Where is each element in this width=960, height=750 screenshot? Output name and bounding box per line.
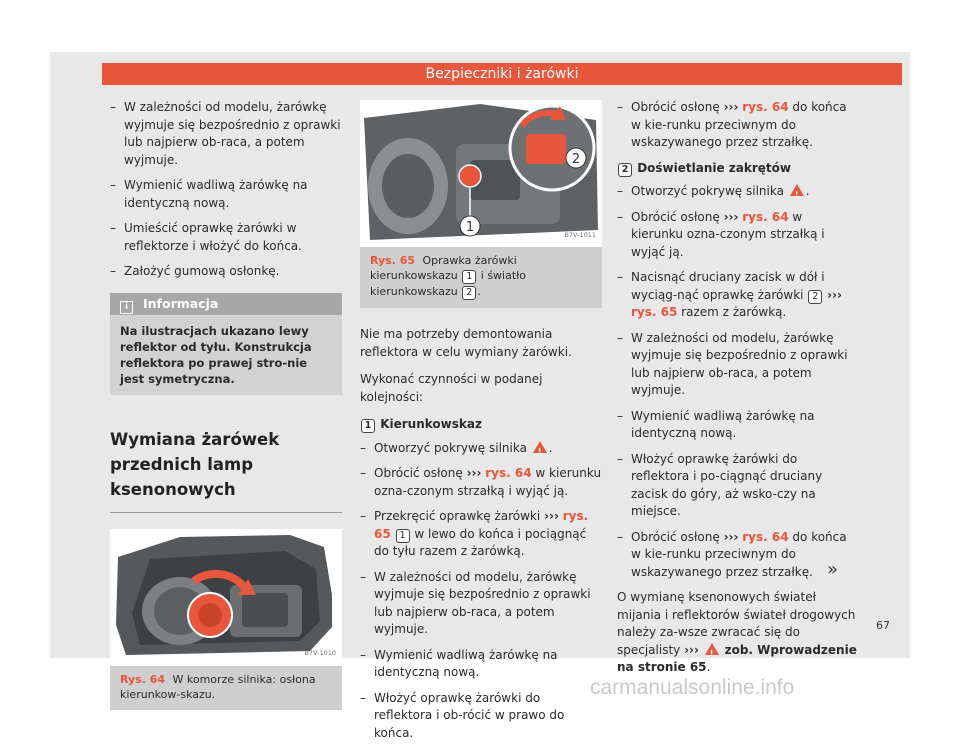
list-text: Obrócić osłonę [374,466,463,480]
list-item: – Umieścić oprawkę żarówki w reflektorze i włożyć do końca. [110,220,342,255]
list-text: Obrócić osłonę [631,529,720,544]
list-text: Nacisnąć druciany zacisk w dół i wyciąg-nąć oprawkę żarówki [631,270,825,302]
order-text: Wykonać czynności w podanej kolejności: [360,372,543,404]
closing-text: O wymianę ksenonowych świateł mijania i reflektorów świateł drogowych należy za-wsze zwracać się do specjalisty [617,590,856,657]
ref-arrow: ››› [466,466,482,480]
engine-bay-photo [110,529,342,666]
figure-link[interactable]: rys. 65 [374,509,589,541]
figure-65 [360,100,602,308]
list-text: w kierunku ozna-czonym strzałką i wyjąć ją. [631,209,825,259]
callout-number: 2 [808,290,822,304]
info-box [110,293,342,395]
page-number: 67 [876,619,890,632]
page-header: Bezpieczniki i żarówki [102,63,902,85]
list-text: w kierunku ozna-czonym strzałką i wyjąć ją. [374,466,602,498]
list-item: – Otworzyć pokrywę silnika ! . [360,440,602,458]
figure-link[interactable]: rys. 65 [631,305,678,319]
caption-text: Oprawka żarówki kierunkowskazu [370,254,517,282]
list-item [617,529,857,582]
step-title-text: Doświetlanie zakrętów [637,160,791,175]
info-text: Na ilustracjach ukazano lewy reflektor od tyłu. Konstrukcja reflektora po prawej stro-nie jest symetryczna. [120,323,312,386]
intro-link[interactable]: zob. Wprowadzenie na stronie 65 [617,642,857,674]
figure-code: B7V-1010 [304,649,336,657]
intro-text: Nie ma potrzeby demontowania reflektora w celu wymiany żarówki. [360,327,572,359]
svg-text:1: 1 [465,220,475,235]
callout-number: 1 [396,529,410,543]
figure-link[interactable]: rys. 64 [742,100,789,114]
step-number: 2 [618,163,632,177]
info-title: Informacja [143,295,219,311]
figure-caption [110,666,342,710]
column-1 [110,99,342,710]
caption-text: . [477,285,481,298]
ref-arrow: ››› [827,287,842,302]
list-text: Przekręcić oprawkę żarówki [374,509,541,523]
list-text: do końca w kie-runku przeciwnym do wskazywanego przez strzałkę. [631,100,847,149]
ref-arrow: ››› [723,100,739,114]
ref-arrow: ››› [723,209,739,224]
list-text: razem z żarówką. [681,305,787,319]
list-item [617,209,857,262]
figure-label: Rys. 65 [370,254,416,267]
info-icon: i [120,301,133,314]
closing-paragraph [617,589,857,677]
list-item [360,508,602,561]
instruction-list [617,183,857,581]
step-number: 1 [361,419,375,433]
list-item: – W zależności od modelu, żarówkę wyjmuje się bezpośrednio z oprawki lub najpierw ob-raca, a potem wyjmuje. [360,569,602,639]
info-box-header [110,293,342,315]
list-item: – Wymienić wadliwą żarówkę na identyczną nową. [617,408,857,443]
figure-link[interactable]: rys. 64 [742,529,789,544]
list-item [617,99,857,152]
figure-label: Rys. 64 [120,672,166,686]
ref-arrow: ››› [684,642,699,657]
caption-text: i światło kierunkowskazu [370,269,527,298]
list-text: Obrócić osłonę [631,209,720,224]
list-item: – W zależności od modelu, żarówkę wyjmuje się bezpośrednio z oprawki lub najpierw ob-raca, a potem wyjmuje. [110,99,342,169]
warning-icon: ! [705,643,719,655]
figure-link[interactable]: rys. 64 [742,209,789,224]
section-title: Wymiana żarówek przednich lamp ksenonowych [110,427,342,513]
instruction-list [110,99,342,281]
figure-link[interactable]: rys. 64 [485,466,532,480]
instruction-list [617,99,857,152]
column-2 [360,100,602,750]
headlight-illustration [360,100,602,247]
next-page-marker: » [827,559,839,580]
figure-code: B7V-1011 [564,230,596,239]
list-item [617,269,857,322]
step-2-title [617,160,857,178]
callout-number: 1 [462,270,476,284]
watermark: carmanualsonline.info [590,676,795,699]
list-item: – Otworzyć pokrywę silnika ! . [617,183,857,201]
list-item: – W zależności od modelu, żarówkę wyjmuje się bezpośrednio z oprawki lub najpierw ob-raca, a potem wyjmuje. [617,330,857,400]
column-3 [617,99,857,687]
headlight-photo [360,100,602,247]
closing-text: . [706,660,711,674]
list-item [360,465,602,500]
list-item: – Wymienić wadliwą żarówkę na identyczną nową. [110,177,342,212]
list-item: – Założyć gumową osłonkę. [110,263,342,281]
list-item: – Wymienić wadliwą żarówkę na identyczną nową. [360,647,602,682]
step-1-title [360,416,602,434]
caption-text: W komorze silnika: osłona kierunkow-skazu. [120,672,316,701]
list-text: Otworzyć pokrywę silnika [631,184,784,198]
ref-arrow: ››› [723,529,739,544]
list-text: Obrócić osłonę [631,100,720,114]
warning-icon: ! [533,441,547,453]
step-title-text: Kierunkowskaz [380,417,482,431]
figure-64 [110,529,342,710]
list-item: – Włożyć oprawkę żarówki do reflektora i ob-rócić w prawo do końca. [360,690,602,743]
ref-arrow: ››› [544,509,559,523]
instruction-list [360,440,602,743]
warning-icon: ! [790,184,804,196]
callout-number: 2 [462,286,476,300]
list-text: do końca w kie-runku przeciwnym do wskazywanego przez strzałkę. [631,529,847,579]
list-text: Otworzyć pokrywę silnika [374,440,527,455]
list-text: w lewo do końca i pociągnąć do tyłu razem z żarówką. [374,526,587,558]
list-item: – Włożyć oprawkę żarówki do reflektora i po-ciągnąć druciany zacisk do góry, aż wsko-czy na miejsce. [617,451,857,521]
svg-text:2: 2 [571,152,581,167]
figure-caption [360,247,602,308]
